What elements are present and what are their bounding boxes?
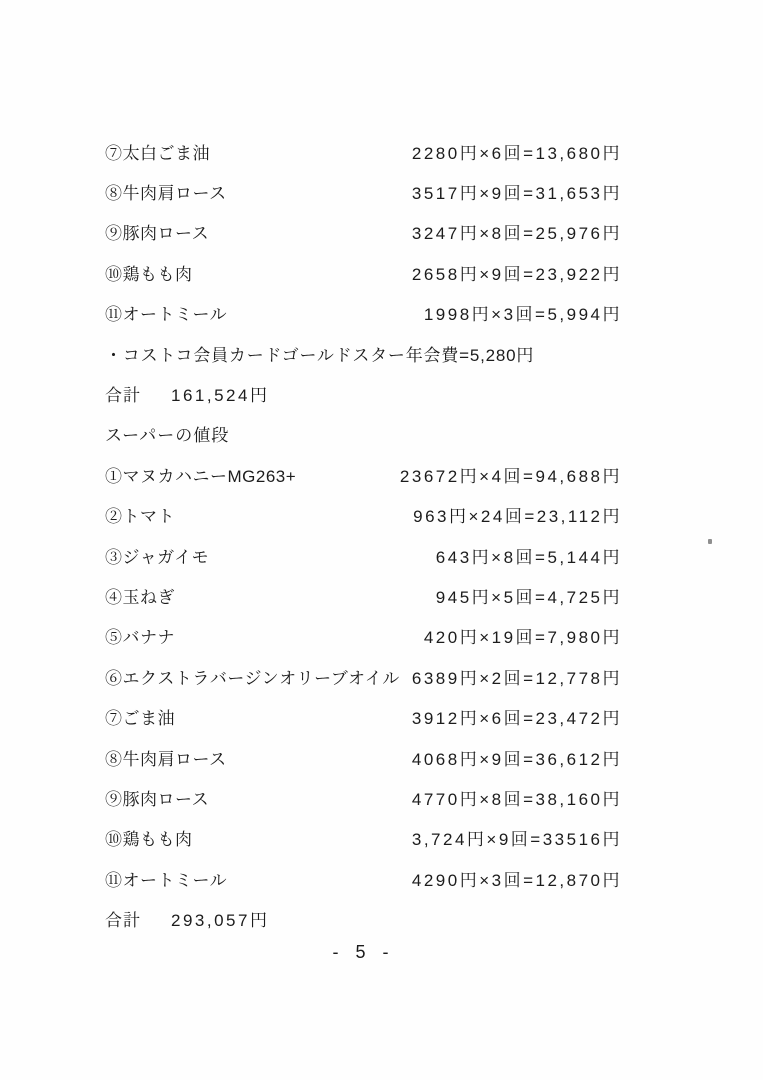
item-price: 963円×24回=23,112円 — [413, 507, 622, 527]
total-label: 合計 — [105, 911, 141, 931]
item-price: 2658円×9回=23,922円 — [411, 264, 622, 284]
super-item-row — [105, 858, 622, 898]
super-item-row — [105, 454, 622, 494]
item-name: ②トマト — [105, 507, 175, 527]
costco-total-row — [105, 373, 622, 413]
total-value: 293,057円 — [171, 911, 270, 931]
item-price: 3912円×6回=23,472円 — [411, 709, 622, 729]
item-price: 4290円×3回=12,870円 — [411, 870, 622, 890]
document-content — [105, 131, 622, 973]
item-price: 643円×8回=5,144円 — [435, 547, 622, 567]
super-item-row — [105, 575, 622, 615]
item-price: 3247円×8回=25,976円 — [411, 224, 622, 244]
item-price: 420円×19回=7,980円 — [423, 628, 622, 648]
item-name: ⑩鶏もも肉 — [105, 264, 193, 284]
item-name: ⑧牛肉肩ロース — [105, 749, 227, 769]
super-item-row — [105, 616, 622, 656]
item-name: ⑪オートミール — [105, 870, 228, 890]
item-price: 3517円×9回=31,653円 — [411, 184, 622, 204]
super-item-row — [105, 737, 622, 777]
membership-fee-text: ・コストコ会員カードゴールドスター年会費=5,280円 — [105, 345, 535, 365]
item-name: ⑦太白ごま油 — [105, 143, 210, 163]
item-name: ⑧牛肉肩ロース — [105, 184, 227, 204]
item-name: ⑩鶏もも肉 — [105, 830, 193, 850]
super-item-row — [105, 495, 622, 535]
item-price: 945円×5回=4,725円 — [435, 587, 622, 607]
item-name: ⑦ごま油 — [105, 709, 175, 729]
item-price: 23672円×4回=94,688円 — [399, 466, 622, 486]
item-name: ⑥エクストラバージンオリーブオイル — [105, 668, 400, 688]
membership-fee-note — [105, 333, 622, 373]
super-item-row — [105, 656, 622, 696]
item-name: ⑪オートミール — [105, 305, 228, 325]
item-name: ③ジャガイモ — [105, 547, 210, 567]
costco-item-row — [105, 212, 622, 252]
page-number: - 5 - — [332, 942, 395, 963]
item-price: 2280円×6回=13,680円 — [411, 143, 622, 163]
costco-item-row — [105, 252, 622, 292]
item-name: ⑨豚肉ロース — [105, 224, 210, 244]
item-price: 1998円×3回=5,994円 — [423, 305, 622, 325]
costco-item-row — [105, 131, 622, 171]
item-price: 6389円×2回=12,778円 — [411, 668, 622, 688]
costco-item-row — [105, 293, 622, 333]
item-price: 4068円×9回=36,612円 — [411, 749, 622, 769]
item-price: 4770円×8回=38,160円 — [411, 789, 622, 809]
total-value: 161,524円 — [171, 386, 270, 406]
item-name: ①マヌカハニーMG263+ — [105, 466, 297, 486]
super-item-row — [105, 535, 622, 575]
super-section-heading-row — [105, 414, 622, 454]
super-item-row — [105, 818, 622, 858]
item-name: ⑤バナナ — [105, 628, 175, 648]
scan-speck-artifact — [708, 539, 712, 544]
total-label: 合計 — [105, 386, 141, 406]
item-price: 3,724円×9回=33516円 — [411, 830, 622, 850]
section-heading: スーパーの値段 — [105, 426, 230, 446]
costco-item-row — [105, 171, 622, 211]
super-item-row — [105, 696, 622, 736]
item-name: ⑨豚肉ロース — [105, 789, 210, 809]
super-item-row — [105, 777, 622, 817]
item-name: ④玉ねぎ — [105, 587, 175, 607]
